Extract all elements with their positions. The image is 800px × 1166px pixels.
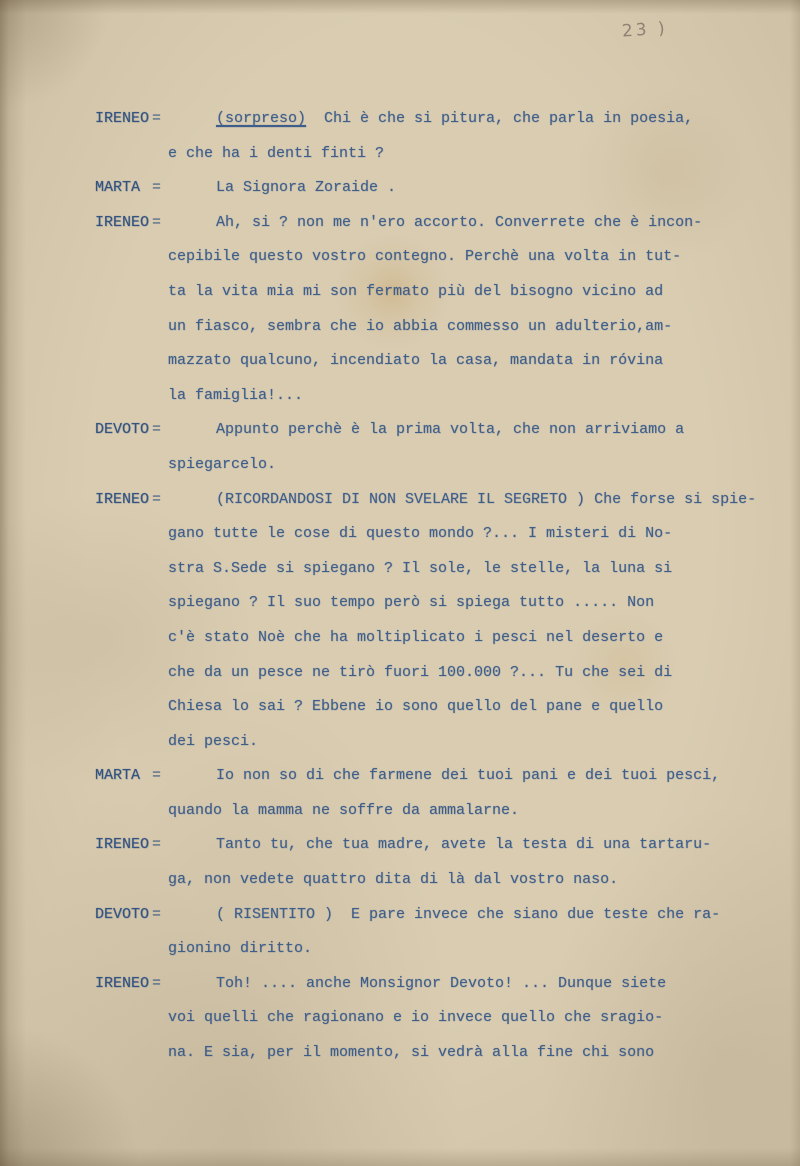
dialogue-line: Toh! .... anche Monsignor Devoto! ... Dunque siete xyxy=(216,974,667,992)
dialogue-text: Chi è che si pitura, che parla in poesia, xyxy=(306,110,694,127)
dialogue-line: un fiasco, sembra che io abbia commesso un adulterio,am- xyxy=(168,317,673,335)
speaker-name: MARTA xyxy=(95,767,141,785)
speech-lines xyxy=(168,967,800,1071)
speech xyxy=(0,206,800,414)
stage-direction: (sorpreso) xyxy=(216,110,307,127)
dialogue-line: Io non so di che farmene dei tuoi pani e dei tuoi pesci, xyxy=(216,767,721,785)
speaker-separator: = xyxy=(152,767,162,785)
dialogue xyxy=(0,102,800,1071)
stage-direction: (RICORDANDOSI DI NON SVELARE IL SEGRETO ) xyxy=(216,490,586,508)
dialogue-line: Appunto perchè è la prima volta, che non arriviamo a xyxy=(216,421,685,439)
dialogue-text: Che forse si spie- xyxy=(585,490,757,508)
dialogue-line: cepibile questo vostro contegno. Perchè una volta in tut- xyxy=(168,248,682,266)
speech xyxy=(0,413,800,482)
dialogue-line: ta la vita mia mi son fermato più del bisogno vicino ad xyxy=(168,282,664,300)
speech-lines xyxy=(168,483,800,760)
speaker-name: MARTA xyxy=(95,179,141,197)
speech-lines xyxy=(168,759,800,828)
dialogue-line: stra S.Sede si spiegano ? Il sole, le stelle, la luna si xyxy=(168,559,673,577)
speech-lines xyxy=(168,206,800,414)
dialogue-line: Tanto tu, che tua madre, avete la testa di una tartaru- xyxy=(216,836,712,854)
speaker-separator: = xyxy=(152,421,162,439)
dialogue-line: ga, non vedete quattro dita di là dal vostro naso. xyxy=(168,871,619,889)
speaker-name: IRENEO xyxy=(95,836,150,854)
speaker-separator: = xyxy=(152,213,162,231)
speech xyxy=(0,898,800,967)
speech-lines xyxy=(168,828,800,897)
dialogue-line xyxy=(168,483,800,518)
speech-lines xyxy=(168,413,800,482)
dialogue-line: e che ha i denti finti ? xyxy=(168,144,385,162)
speaker-name: DEVOTO xyxy=(95,421,150,439)
dialogue-line: gionino diritto. xyxy=(168,940,313,958)
dialogue-line: che da un pesce ne tirò fuori 100.000 ?... Tu che sei di xyxy=(168,663,673,681)
speech xyxy=(0,102,800,171)
speaker-name: DEVOTO xyxy=(95,905,150,923)
dialogue-text: E pare invece che siano due teste che ra- xyxy=(333,905,721,923)
speaker-separator: = xyxy=(152,974,162,992)
dialogue-line: quando la mamma ne soffre da ammalarne. xyxy=(168,801,520,819)
speech xyxy=(0,828,800,897)
page-number: 23 ) xyxy=(621,18,669,42)
dialogue-line: dei pesci. xyxy=(168,732,259,750)
speech xyxy=(0,967,800,1071)
dialogue-line xyxy=(168,102,800,137)
dialogue-line: gano tutte le cose di questo mondo ?... I misteri di No- xyxy=(168,525,673,543)
dialogue-line: mazzato qualcuno, incendiato la casa, mandata in róvina xyxy=(168,352,664,370)
speaker-separator: = xyxy=(152,179,162,197)
speech-lines xyxy=(168,171,800,206)
dialogue-line xyxy=(168,898,800,933)
speaker-name: IRENEO xyxy=(95,110,150,127)
dialogue-line: spiegarcelo. xyxy=(168,455,277,473)
speaker-name: IRENEO xyxy=(95,974,150,992)
speech-lines xyxy=(168,898,800,967)
dialogue-line: Chiesa lo sai ? Ebbene io sono quello del pane e quello xyxy=(168,698,664,716)
speech xyxy=(0,759,800,828)
speaker-separator: = xyxy=(152,905,162,923)
dialogue-line: Ah, si ? non me n'ero accorto. Converrete che è incon- xyxy=(216,213,703,231)
speaker-name: IRENEO xyxy=(95,490,150,508)
dialogue-line: voi quelli che ragionano e io invece quello che sragio- xyxy=(168,1009,664,1027)
stage-direction: ( RISENTITO ) xyxy=(216,905,334,923)
dialogue-line: c'è stato Noè che ha moltiplicato i pesci nel deserto e xyxy=(168,628,664,646)
speaker-name: IRENEO xyxy=(95,213,150,231)
dialogue-line: la famiglia!... xyxy=(168,386,304,404)
dialogue-line: na. E sia, per il momento, si vedrà alla fine chi sono xyxy=(168,1044,655,1062)
dialogue-line: spiegano ? Il suo tempo però si spiega tutto ..... Non xyxy=(168,594,655,612)
dialogue-line: La Signora Zoraide . xyxy=(216,179,397,197)
speaker-separator: = xyxy=(152,490,162,508)
speech-lines xyxy=(168,102,800,171)
speech xyxy=(0,483,800,760)
speaker-separator: = xyxy=(152,110,162,127)
speech xyxy=(0,171,800,206)
speaker-separator: = xyxy=(152,836,162,854)
